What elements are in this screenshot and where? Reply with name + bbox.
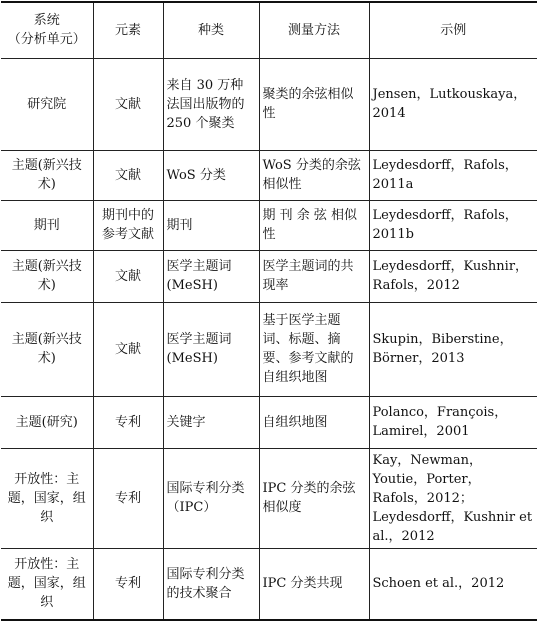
table-row <box>1 58 537 150</box>
cell-method: WoS 分类的余弦相似性 <box>259 150 369 200</box>
cell-method: 医学主题词的共现率 <box>259 250 369 302</box>
table-row <box>1 250 537 302</box>
cell-example: Leydesdorff，Rafols，2011a <box>369 150 537 200</box>
cell-system: 主题(新兴技术) <box>1 302 93 396</box>
table-row <box>1 302 537 396</box>
cell-system: 研究院 <box>1 58 93 150</box>
cell-system: 主题(新兴技术) <box>1 250 93 302</box>
header-method: 测量方法 <box>259 2 369 58</box>
cell-method: 期 刊 余 弦 相似性 <box>259 200 369 250</box>
cell-kind: 国际专利分类（IPC） <box>163 448 259 548</box>
cell-system: 开放性：主题，国家，组织 <box>1 448 93 548</box>
cell-method: IPC 分类的余弦相似度 <box>259 448 369 548</box>
cell-example: Leydesdorff，Kushnir，Rafols，2012 <box>369 250 537 302</box>
cell-element: 文献 <box>93 302 163 396</box>
header-element: 元素 <box>93 2 163 58</box>
cell-kind: 医学主题词(MeSH) <box>163 302 259 396</box>
cell-example: Leydesdorff，Rafols，2011b <box>369 200 537 250</box>
cell-example: Skupin，Biberstine，Börner，2013 <box>369 302 537 396</box>
cell-kind: 期刊 <box>163 200 259 250</box>
cell-kind: WoS 分类 <box>163 150 259 200</box>
cell-example: Schoen et al.，2012 <box>369 548 537 620</box>
cell-kind: 关键字 <box>163 396 259 448</box>
cell-element: 文献 <box>93 58 163 150</box>
table-row <box>1 396 537 448</box>
cell-example: Polanco，François，Lamirel，2001 <box>369 396 537 448</box>
cell-element: 期刊中的参考文献 <box>93 200 163 250</box>
header-kind: 种类 <box>163 2 259 58</box>
cell-element: 文献 <box>93 150 163 200</box>
table-row <box>1 548 537 620</box>
table-row <box>1 448 537 548</box>
header-example: 示例 <box>369 2 537 58</box>
cell-kind: 国际专利分类的技术聚合 <box>163 548 259 620</box>
header-row <box>1 2 537 58</box>
cell-kind: 医学主题词(MeSH) <box>163 250 259 302</box>
cell-element: 专利 <box>93 396 163 448</box>
cell-example: Jensen，Lutkouskaya，2014 <box>369 58 537 150</box>
cell-method: 自组织地图 <box>259 396 369 448</box>
header-system: 系统 （分析单元） <box>1 2 93 58</box>
cell-example: Kay，Newman，Youtie，Porter，Rafols，2012；Leydesdorff，Kushnir et al.，2012 <box>369 448 537 548</box>
cell-element: 专利 <box>93 448 163 548</box>
cell-element: 专利 <box>93 548 163 620</box>
cell-method: 基于医学主题词、标题、摘要、参考文献的自组织地图 <box>259 302 369 396</box>
comparison-table <box>1 1 537 621</box>
cell-system: 主题(研究) <box>1 396 93 448</box>
cell-system: 主题(新兴技术) <box>1 150 93 200</box>
cell-method: 聚类的余弦相似性 <box>259 58 369 150</box>
cell-system: 开放性：主题，国家，组织 <box>1 548 93 620</box>
cell-element: 文献 <box>93 250 163 302</box>
cell-kind: 来自 30 万种法国出版物的 250 个聚类 <box>163 58 259 150</box>
cell-system: 期刊 <box>1 200 93 250</box>
table-row <box>1 200 537 250</box>
cell-method: IPC 分类共现 <box>259 548 369 620</box>
table-row <box>1 150 537 200</box>
